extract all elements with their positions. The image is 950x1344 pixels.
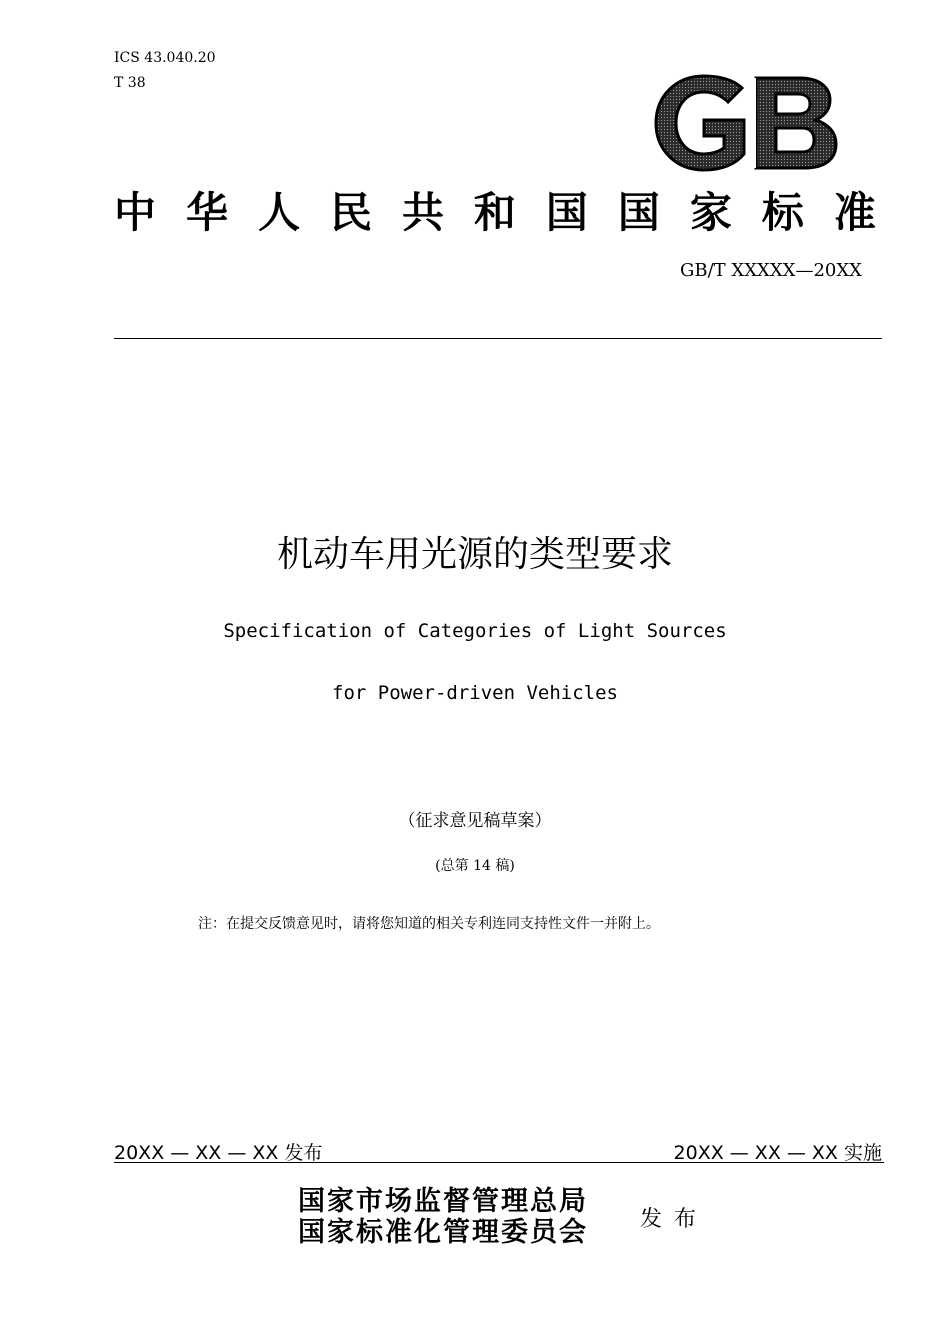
heading-char: 中	[114, 188, 163, 237]
document-title-english-line2: for Power-driven Vehicles	[332, 682, 618, 704]
classification-code: T 38	[114, 75, 146, 91]
document-title-chinese: 机动车用光源的类型要求	[276, 534, 673, 575]
heading-char: 和	[473, 188, 522, 237]
national-standard-heading	[114, 180, 882, 240]
draft-count: (总第 14 稿)	[435, 858, 515, 874]
heading-char: 准	[833, 188, 882, 237]
heading-char: 家	[689, 188, 738, 237]
footer-divider	[114, 1162, 884, 1163]
heading-char: 共	[401, 188, 450, 237]
heading-char: 国	[545, 188, 594, 237]
issuer-samr: 国家市场监督管理总局	[298, 1186, 588, 1217]
issuer-sac: 国家标准化管理委员会	[298, 1217, 588, 1248]
draft-status: （征求意见稿草案）	[398, 811, 552, 831]
header-divider	[114, 338, 882, 339]
heading-char: 国	[617, 188, 666, 237]
issuer-block	[298, 1186, 588, 1248]
issue-word: 发布	[640, 1207, 709, 1232]
ics-code: ICS 43.040.20	[114, 50, 216, 66]
heading-char: 华	[185, 188, 234, 237]
standard-number: GB/T XXXXX—20XX	[679, 260, 862, 281]
heading-char: 人	[257, 188, 306, 237]
effective-date: 20XX — XX — XX 实施	[673, 1142, 882, 1164]
heading-char: 标	[761, 188, 810, 237]
publish-date: 20XX — XX — XX 发布	[114, 1142, 323, 1164]
heading-char: 民	[329, 188, 378, 237]
gb-logo-icon	[654, 74, 838, 172]
document-title-english-line1: Specification of Categories of Light Sources	[223, 620, 727, 642]
patent-note: 注：在提交反馈意见时，请将您知道的相关专利连同支持性文件一并附上。	[198, 916, 660, 932]
